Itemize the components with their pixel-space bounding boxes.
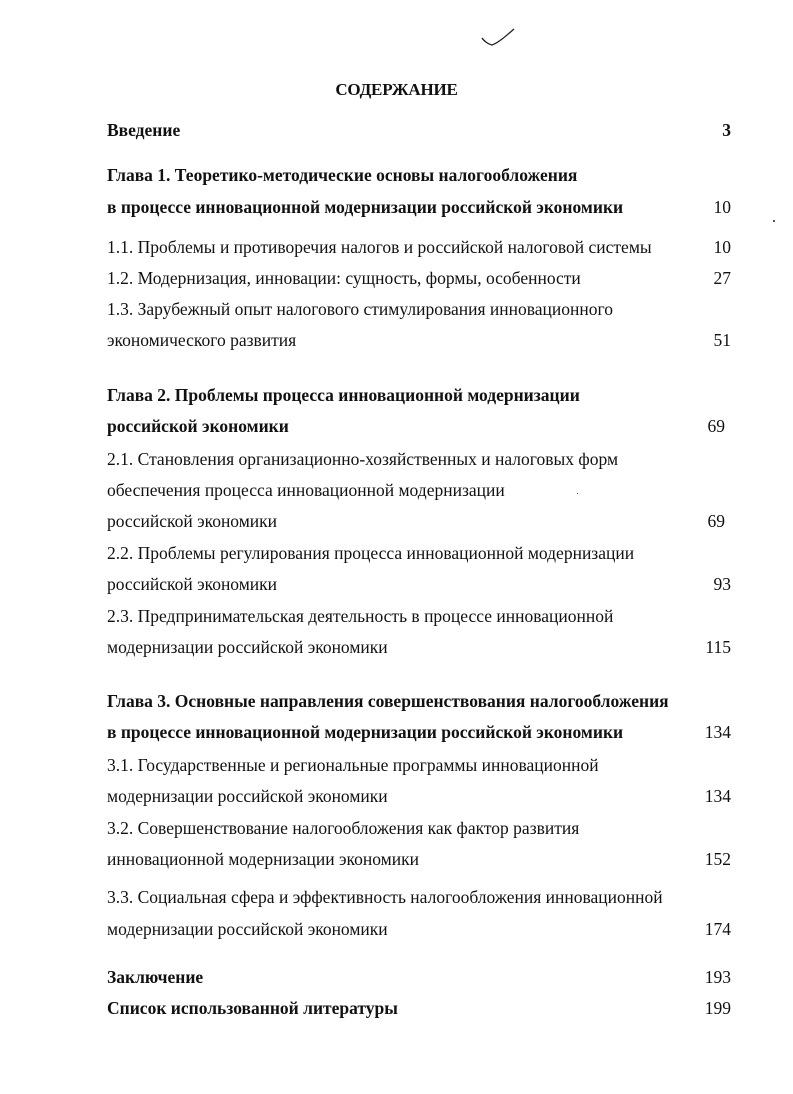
toc-chapter-1-title-line2 [107,194,731,220]
toc-section-1-1 [107,234,731,260]
toc-section-2-1-line2 [107,477,731,503]
toc-section-2-3-line1 [107,603,731,629]
toc-section-2-3-line2 [107,634,731,660]
toc-section-2-1-line3 [107,508,731,534]
handwritten-checkmark [478,26,518,52]
page-number: 174 [704,919,731,939]
page-number: 134 [704,786,731,806]
toc-section-1-3-line2 [107,327,731,353]
entry-title: российской экономики [107,511,278,531]
toc-section-3-1-line2 [107,783,731,809]
page-number: 3 [722,120,731,140]
entry-title: 1.1. Проблемы и противоречия налогов и российской налоговой системы [107,237,652,257]
page-number: 115 [705,637,731,657]
scan-speck [577,493,578,494]
entry-title: экономического развития [107,330,297,350]
entry-title: Глава 2. Проблемы процесса инновационной модернизации [107,385,580,405]
toc-section-2-2-line2 [107,571,731,597]
entry-title: Глава 1. Теоретико-методические основы налогообложения [107,165,578,185]
entry-title: модернизации российской экономики [107,637,388,657]
toc-chapter-2-title-line2 [107,413,731,439]
toc-section-3-1-line1 [107,752,731,778]
entry-title: Заключение [107,967,204,987]
entry-title: в процессе инновационной модернизации российской экономики [107,197,624,217]
toc-chapter-1-title-line1 [107,162,731,188]
toc-section-1-2 [107,265,731,291]
entry-title: 3.1. Государственные и региональные программы инновационной [107,755,599,775]
page-number: 27 [713,268,731,288]
entry-title: Список использованной литературы [107,998,398,1018]
page-number: 134 [704,722,731,742]
entry-title: 3.2. Совершенствование налогообложения как фактор развития [107,818,580,838]
page-number: 10 [713,237,731,257]
entry-title: модернизации российской экономики [107,786,388,806]
toc-section-1-3-line1 [107,296,731,322]
toc-section-3-3-line2 [107,916,731,942]
toc-section-3-2-line1 [107,815,731,841]
entry-title: 1.2. Модернизация, инновации: сущность, формы, особенности [107,268,581,288]
toc-entry-intro [107,117,731,143]
entry-title: Глава 3. Основные направления совершенствования налогообложения [107,691,669,711]
toc-entry-bibliography [107,995,731,1021]
entry-title: 2.2. Проблемы регулирования процесса инновационной модернизации [107,543,635,563]
entry-title: 2.1. Становления организационно-хозяйственных и налоговых форм [107,449,619,469]
toc-chapter-3-title-line1 [107,688,731,714]
entry-title: обеспечения процесса инновационной модернизации [107,480,505,500]
scan-speck [773,220,775,222]
page-number: 152 [704,849,731,869]
entry-title: 3.3. Социальная сфера и эффективность налогообложения инновационной [107,887,663,907]
entry-title: 1.3. Зарубежный опыт налогового стимулирования инновационного [107,299,613,319]
toc-section-3-3-line1 [107,884,731,910]
toc-chapter-2-title-line1 [107,382,731,408]
page-number: 199 [704,998,731,1018]
entry-title: российской экономики [107,416,289,436]
entry-title: 2.3. Предпринимательская деятельность в процессе инновационной [107,606,614,626]
entry-title: в процессе инновационной модернизации российской экономики [107,722,624,742]
page-number: 93 [713,574,731,594]
page-number: 10 [713,197,731,217]
page-title: СОДЕРЖАНИЕ [335,80,458,99]
toc-section-2-2-line1 [107,540,731,566]
page-number: 193 [704,967,731,987]
entry-title: модернизации российской экономики [107,919,388,939]
entry-title: российской экономики [107,574,278,594]
entry-title: инновационной модернизации экономики [107,849,419,869]
toc-chapter-3-title-line2 [107,719,731,745]
entry-title: Введение [107,120,181,140]
page-number: 69 [707,511,725,531]
toc-entry-conclusion [107,964,731,990]
page-number: 69 [707,416,725,436]
page-number: 51 [713,330,731,350]
toc-section-2-1-line1 [107,446,731,472]
toc-section-3-2-line2 [107,846,731,872]
